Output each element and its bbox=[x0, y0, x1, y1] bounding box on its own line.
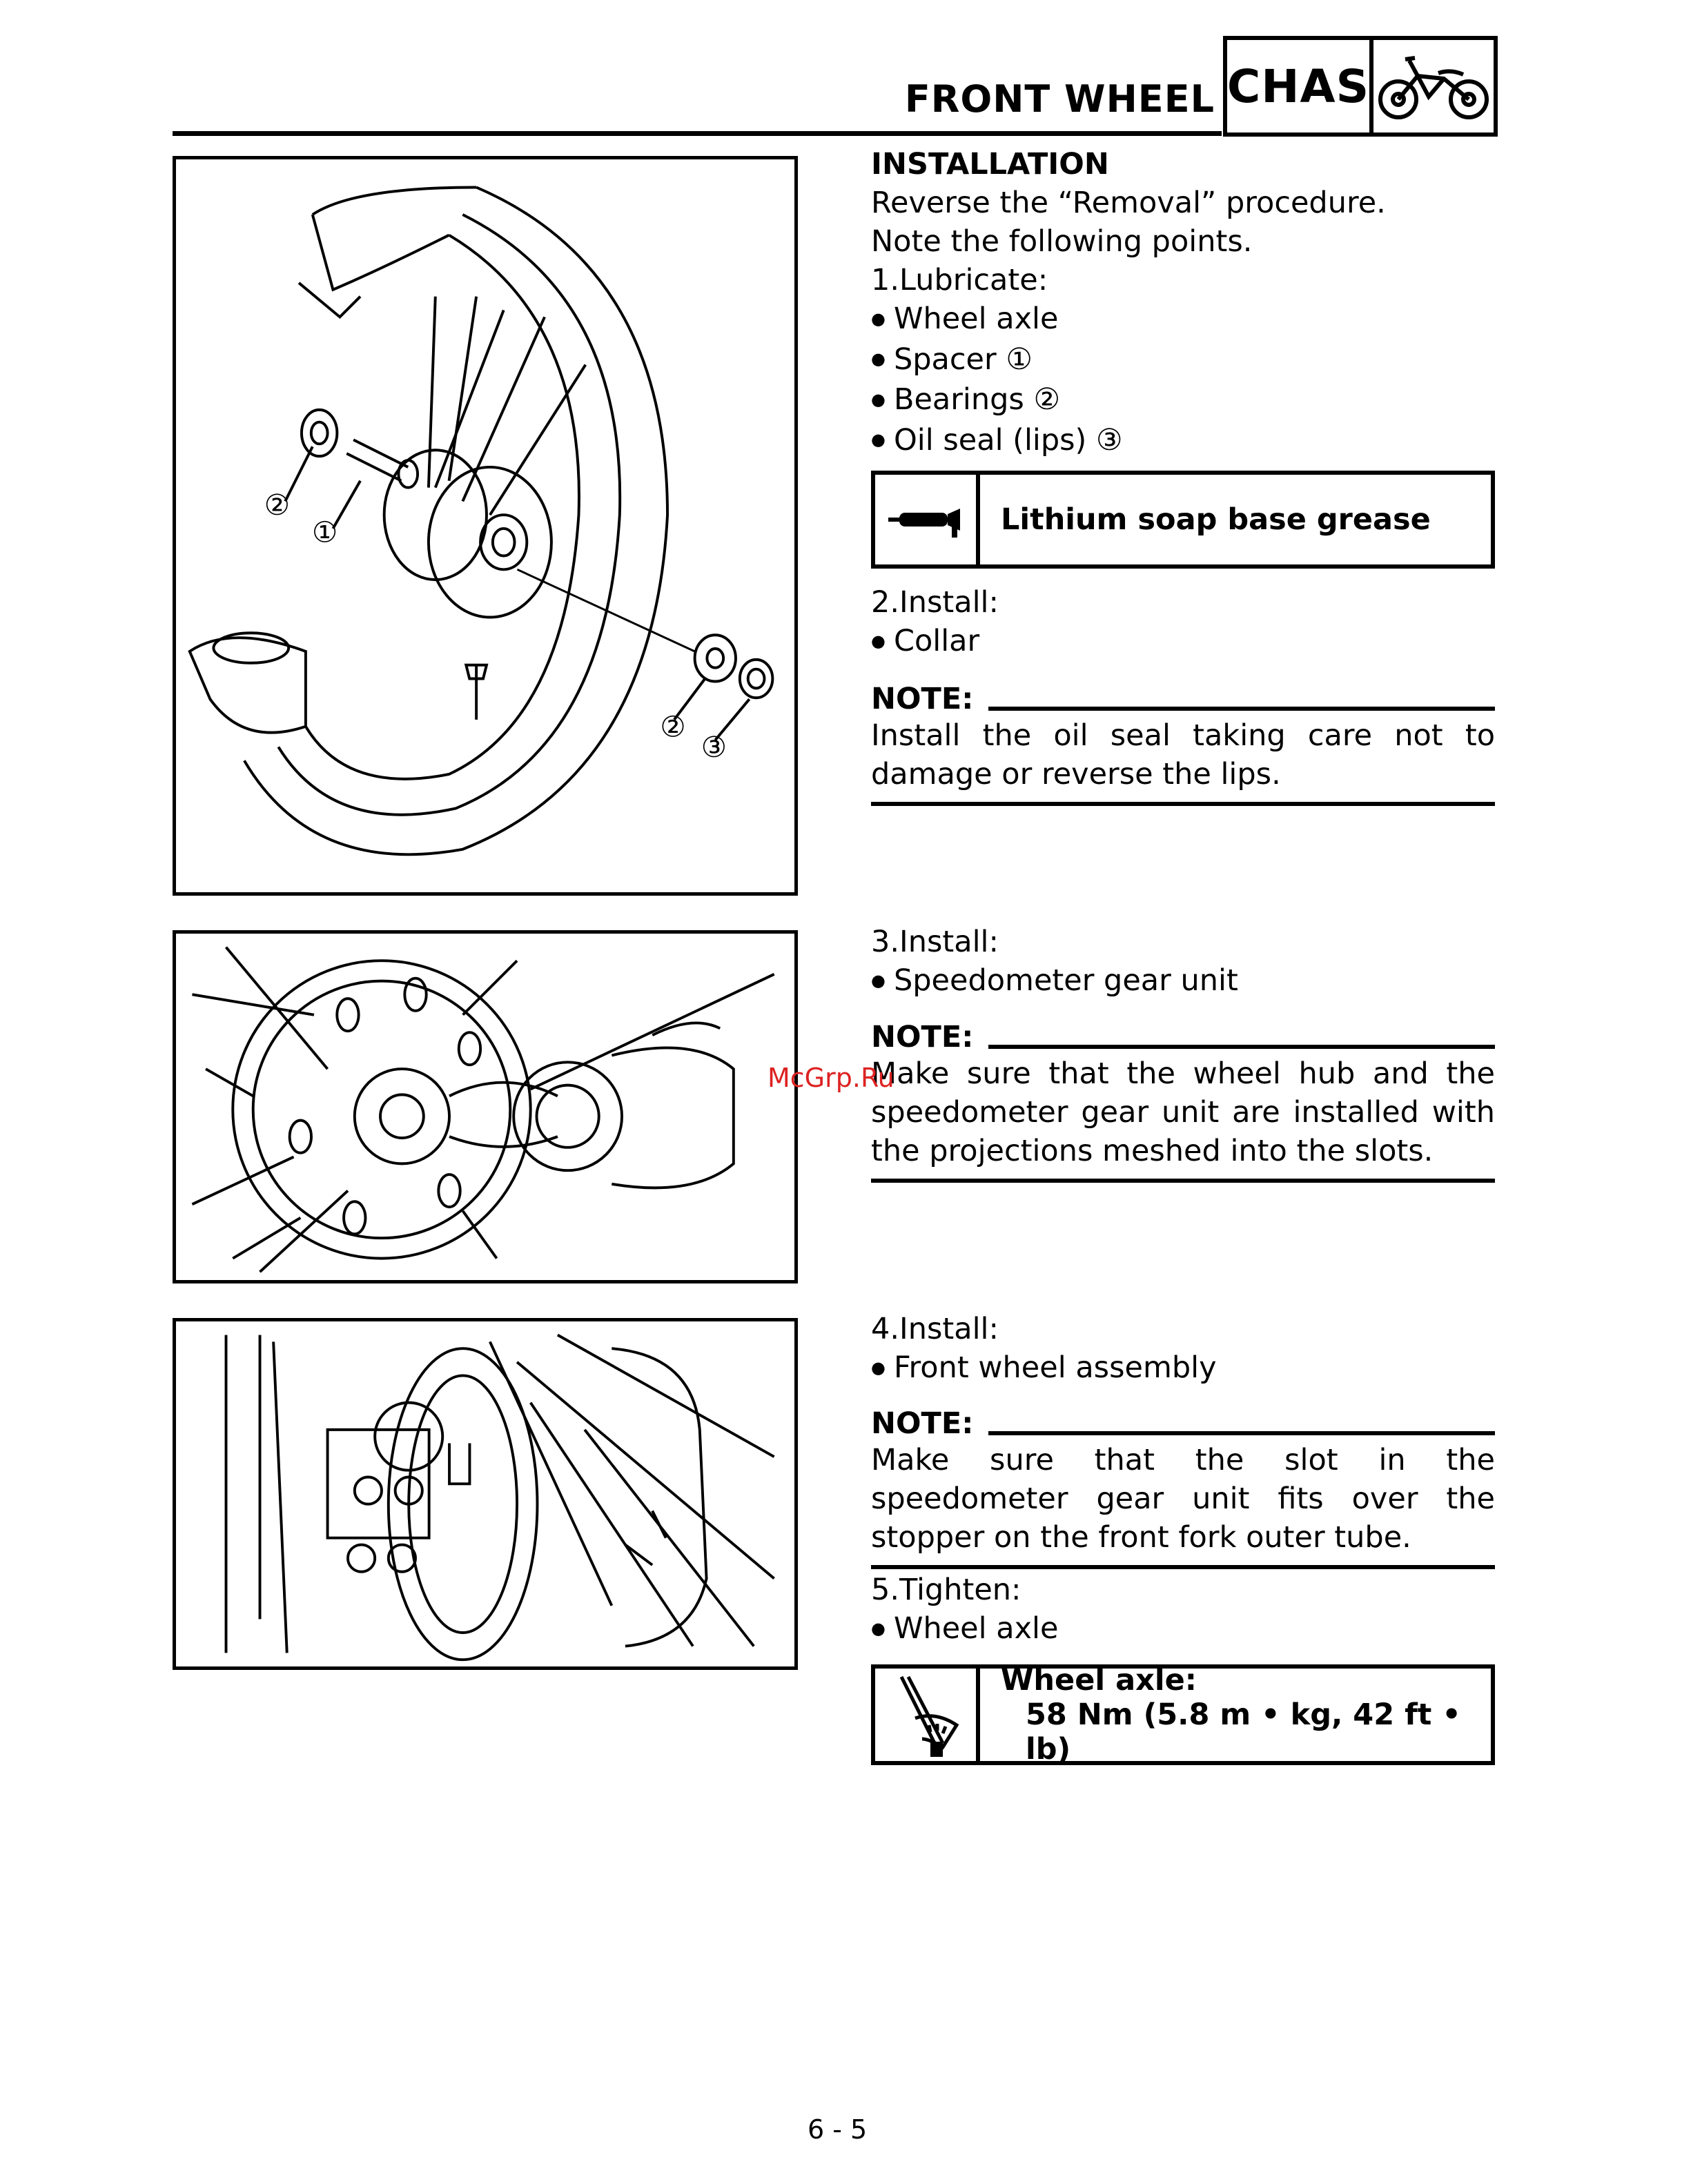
note-3 bbox=[871, 1406, 1495, 1569]
callout-3: ③ bbox=[701, 730, 727, 765]
step-5-label: 5.Tighten: bbox=[871, 1573, 1021, 1607]
torque-spec-box bbox=[871, 1664, 1495, 1765]
step-1-label: 1.Lubricate: bbox=[871, 263, 1048, 297]
note-rule bbox=[871, 802, 1495, 806]
note-rule bbox=[871, 1179, 1495, 1183]
step-3-item: ● Speedometer gear unit bbox=[871, 961, 1495, 1002]
step-1-item: ● Spacer ① bbox=[871, 340, 1495, 381]
installation-section bbox=[871, 145, 1495, 461]
section-code: CHAS bbox=[1227, 40, 1373, 132]
step-3-label: 3.Install: bbox=[871, 925, 999, 959]
grease-spec-box bbox=[871, 471, 1495, 569]
torque-wrench-icon bbox=[875, 1669, 980, 1761]
section-badge bbox=[1223, 36, 1498, 137]
step-1-item: ● Wheel axle bbox=[871, 299, 1495, 340]
note-1-body: Install the oil seal taking care not to damage or reverse the lips. bbox=[871, 718, 1495, 791]
torque-label: Wheel axle: bbox=[1001, 1663, 1197, 1698]
intro-line-2: Note the following points. bbox=[871, 224, 1253, 259]
step-1-item: ● Oil seal (lips) ③ bbox=[871, 421, 1495, 462]
note-rule bbox=[871, 1565, 1495, 1569]
callout-2-right: ② bbox=[660, 709, 686, 744]
step-4-section bbox=[871, 1310, 1495, 1389]
step-3-section bbox=[871, 923, 1495, 1002]
figure-wheel-assembly bbox=[173, 1318, 798, 1670]
note-label: NOTE: bbox=[871, 1020, 974, 1054]
step-2-label: 2.Install: bbox=[871, 585, 999, 620]
grease-gun-icon bbox=[875, 475, 980, 564]
intro-line-1: Reverse the “Removal” procedure. bbox=[871, 186, 1386, 220]
note-label: NOTE: bbox=[871, 1406, 974, 1441]
page-number: 6 - 5 bbox=[808, 2114, 868, 2145]
note-2 bbox=[871, 1020, 1495, 1183]
step-4-label: 4.Install: bbox=[871, 1312, 999, 1346]
step-1-item: ● Bearings ② bbox=[871, 380, 1495, 421]
note-3-body: Make sure that the slot in the speedometer gear unit fits over the stopper on the front fork outer tube. bbox=[871, 1443, 1495, 1555]
figure-wheel-exploded bbox=[173, 156, 798, 896]
page-title: FRONT WHEEL bbox=[904, 77, 1215, 121]
step-5-item: ● Wheel axle bbox=[871, 1609, 1495, 1650]
grease-spec-text: Lithium soap base grease bbox=[1001, 502, 1431, 537]
step-4-item: ● Front wheel assembly bbox=[871, 1348, 1495, 1389]
step-2-item: ● Collar bbox=[871, 622, 1495, 662]
torque-value: 58 Nm (5.8 m • kg, 42 ft • lb) bbox=[1026, 1698, 1461, 1767]
watermark: McGrp.Ru bbox=[767, 1063, 894, 1093]
figure-speedometer-gear bbox=[173, 930, 798, 1283]
installation-heading: INSTALLATION bbox=[871, 147, 1109, 181]
note-1 bbox=[871, 682, 1495, 806]
header-rule bbox=[173, 131, 1222, 136]
step-5-section bbox=[871, 1571, 1495, 1650]
motorcycle-icon bbox=[1373, 40, 1494, 132]
note-2-body: Make sure that the wheel hub and the speedometer gear unit are installed with the projections meshed into the slots. bbox=[871, 1056, 1495, 1168]
callout-2-left: ② bbox=[264, 488, 290, 522]
step-2-section bbox=[871, 583, 1495, 662]
note-label: NOTE: bbox=[871, 682, 974, 716]
callout-1: ① bbox=[311, 515, 338, 549]
